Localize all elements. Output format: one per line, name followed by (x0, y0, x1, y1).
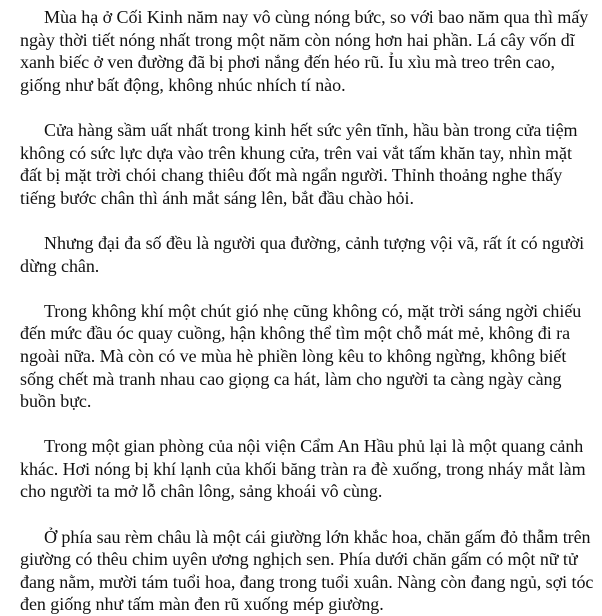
paragraph: Trong một gian phòng của nội viện Cẩm An Hầu phủ lại là một quang cảnh khác. Hơi nóng bị khí lạnh của khối băng tràn ra đè xuống, trong nháy mắt làm cho người ta mở lỗ chân lông, sảng khoái vô cùng. (20, 436, 586, 502)
paragraph: Trong không khí một chút gió nhẹ cũng không có, mặt trời sáng ngời chiếu đến mức đầu óc quay cuồng, hận không thể tìm một chỗ mát mẻ, không đi ra ngoài nữa. Mà còn có ve mùa hè phiền lòng kêu to không ngừng, không biết sống chết mà tranh nhau cao giọng ca hát, làm cho người ta càng ngày càng buồn bực. (20, 300, 582, 412)
paragraph: Cửa hàng sầm uất nhất trong kinh hết sức yên tĩnh, hầu bàn trong cửa tiệm không có sức lực dựa vào trên khung cửa, trên vai vắt tấm khăn tay, nhìn mặt đất bị mặt trời chói chang thiêu đốt mà ngẩn người. Thỉnh thoảng nghe thấy tiếng bước chân thì ánh mắt sáng lên, bắt đầu chào hỏi. (20, 119, 578, 208)
paragraph: Ở phía sau rèm châu là một cái giường lớn khắc hoa, chăn gấm đỏ thẫm trên giường có thêu chim uyên ương nghịch sen. Phía dưới chăn gấm có một nữ tử đang nằm, mười tám tuổi hoa, đang trong tuổi xuân. Nàng còn đang ngủ, sợi tóc đen giống như tấm màn đen rũ xuống mép giường. (20, 526, 594, 615)
paragraph: Mùa hạ ở Cối Kinh năm nay vô cùng nóng bức, so với bao năm qua thì mấy ngày thời tiết nóng nhất trong một năm còn nóng hơn hai phần. Lá cây vốn dĩ xanh biếc ở ven đường đã bị phơi nắng đến héo rũ. Ỉu xìu mà treo trên cao, giống như bất động, không nhúc nhích tí nào. (20, 7, 589, 95)
paragraph: Nhưng đại đa số đều là người qua đường, cảnh tượng vội vã, rất ít có người dừng chân. (20, 232, 585, 276)
